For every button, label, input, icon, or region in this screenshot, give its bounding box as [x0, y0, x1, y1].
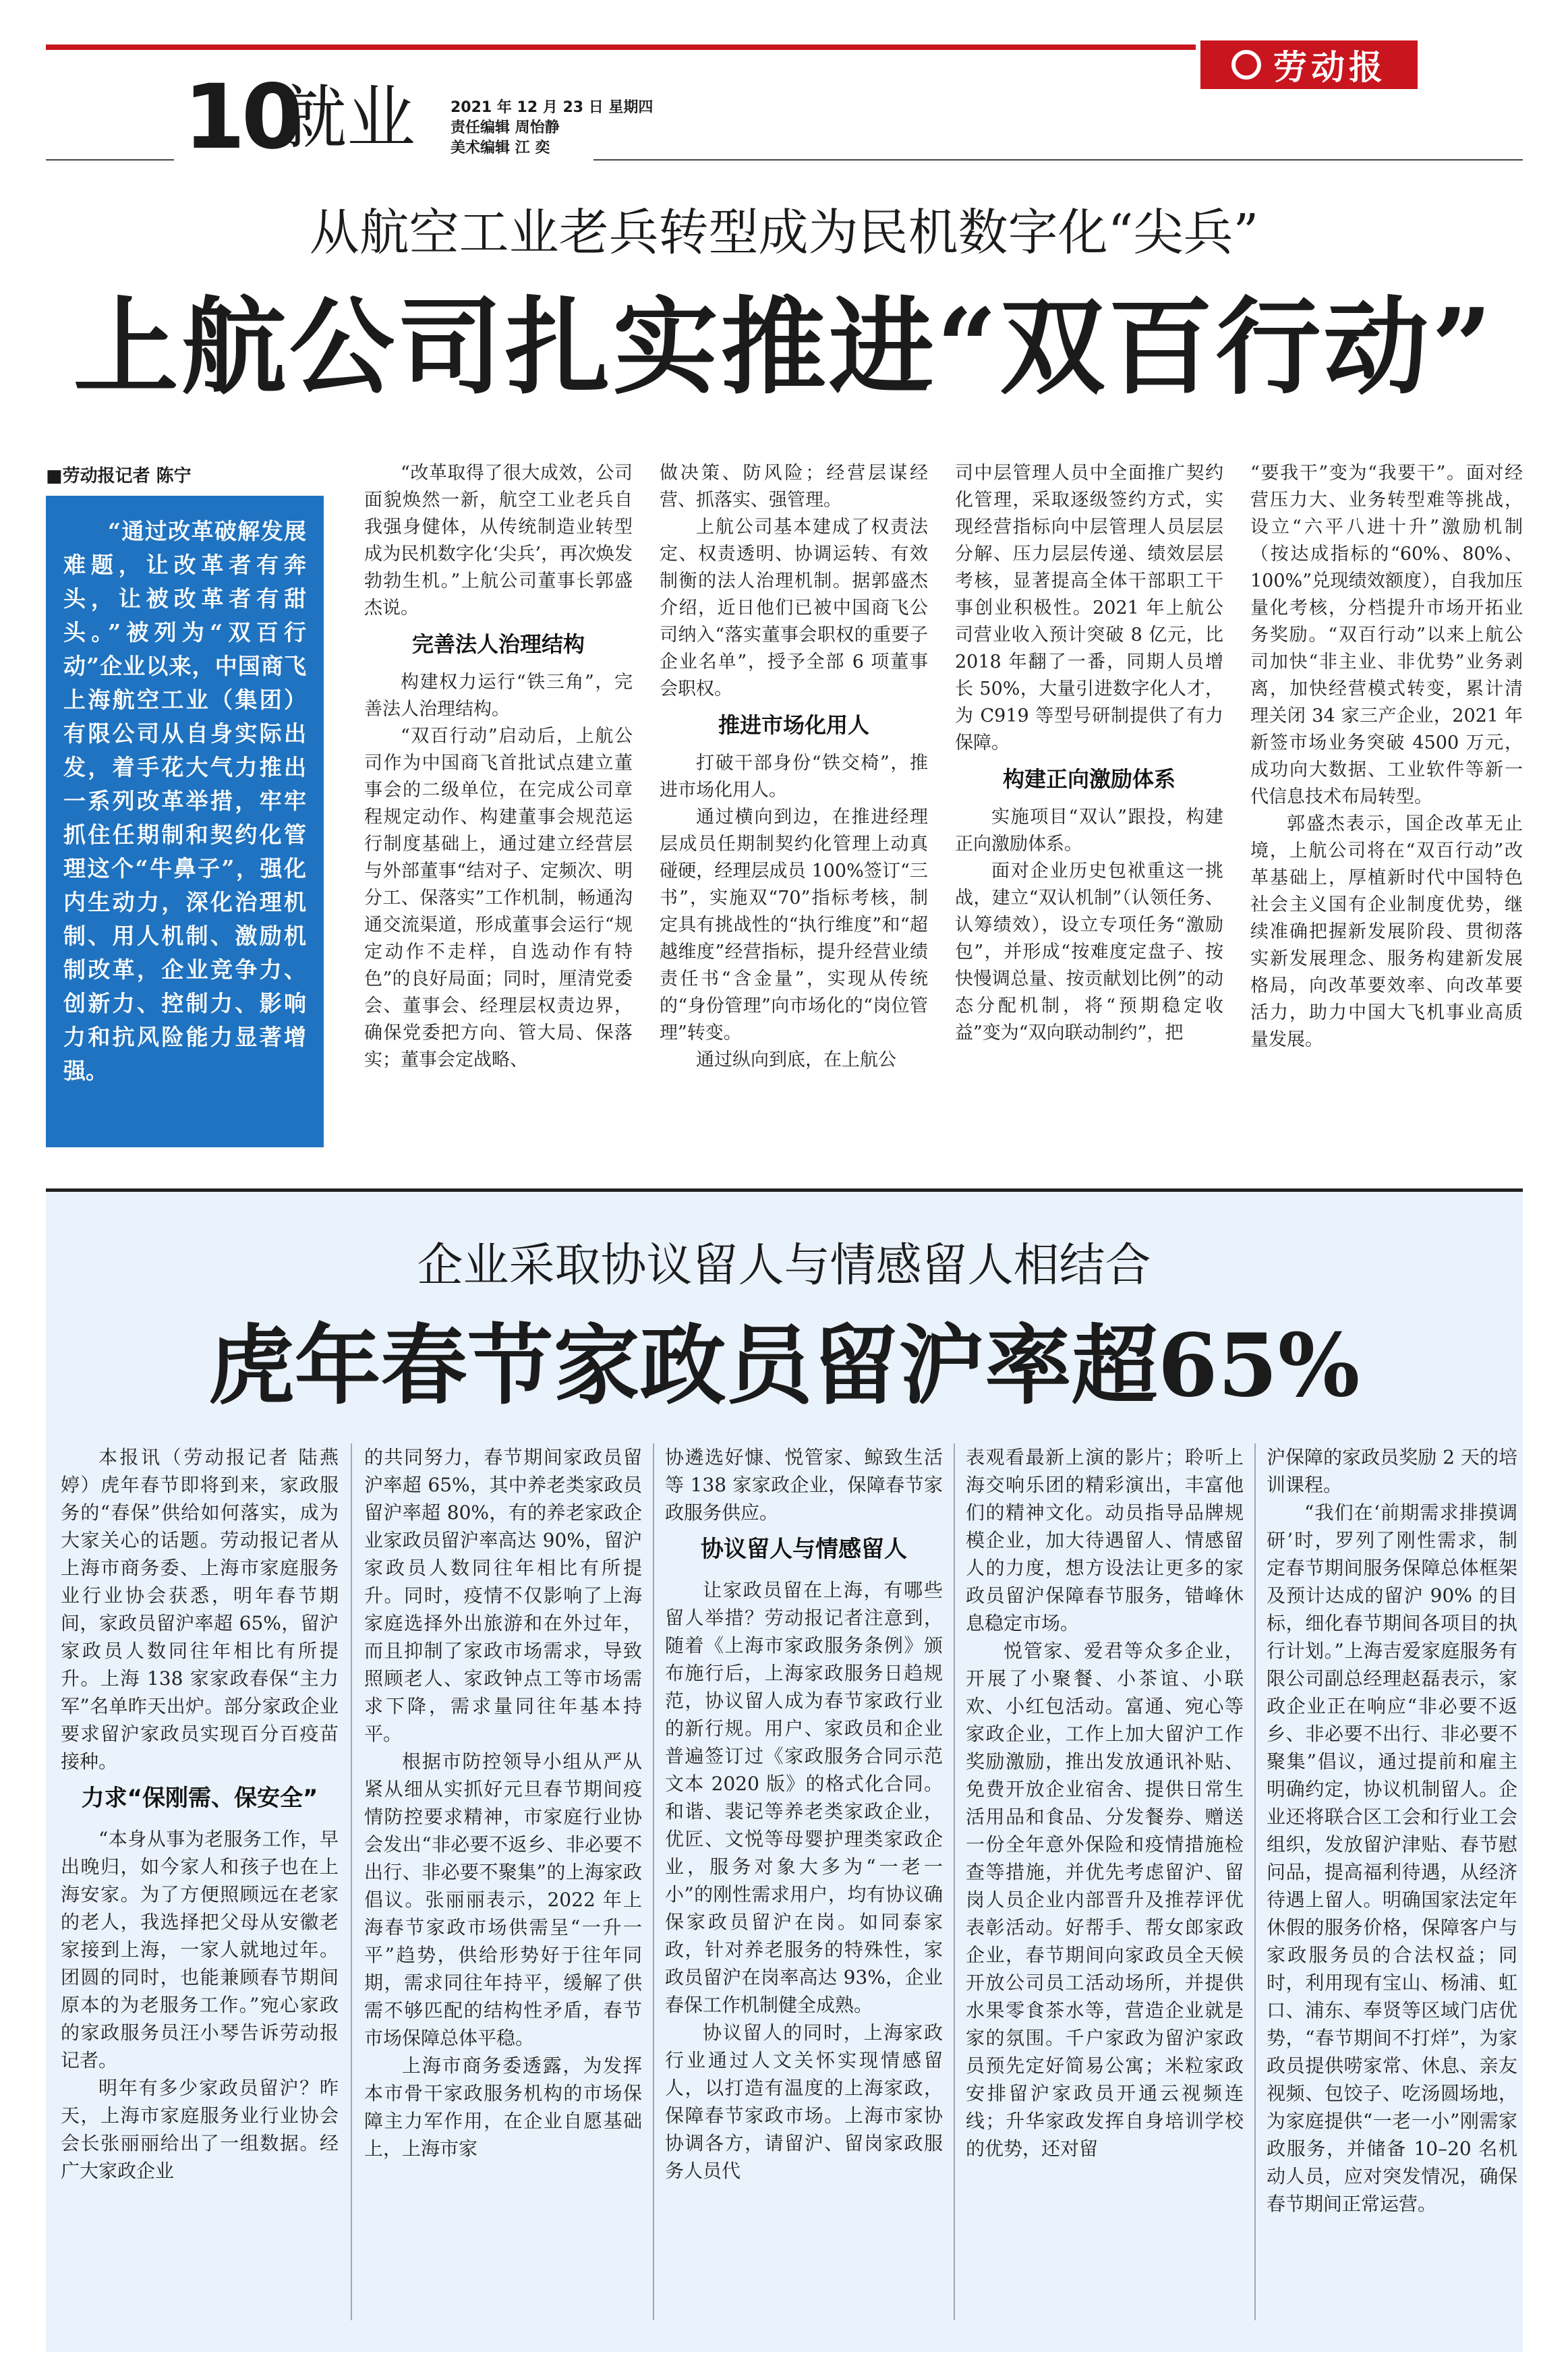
article1-byline: ■劳动报记者 陈宁	[46, 466, 192, 486]
paragraph: 打破干部身份“铁交椅”，推进市场化用人。	[660, 753, 928, 801]
paragraph: 面对企业历史包袱重这一挑战，建立“双认机制”（认领任务、认筹绩效），设立专项任务“激励包”，并形成“按难度定盘子、按快慢调总量、按贡献划比例”的动态分配机制，将“预期稳定收益”变为“双向联动制约”，把	[955, 861, 1223, 1043]
column-divider	[653, 1443, 654, 2320]
editor-credit: 责任编辑 周怡静	[451, 119, 560, 136]
paragraph: 本报讯（劳动报记者 陆燕婷）虎年春节即将到来，家政服务的“春保”供给如何落实，成为大家关心的话题。劳动报记者从上海市商务委、上海市家庭服务业行业协会获悉，明年春节期间，家政员留沪率超 65%，留沪家政员人数同往年相比有所提升。上海 138 家家政春保“主力军”名单昨天出炉。部分家政企业要求留沪家政员实现百分百疫苗接种。	[61, 1446, 339, 1773]
article1-column-2	[660, 460, 928, 1074]
newspaper-logo	[1200, 40, 1418, 89]
article2-column-4	[966, 1443, 1244, 2334]
article1-subtitle: 从航空工业老兵转型成为民机数字化“尖兵”	[309, 204, 1259, 262]
subheading: 协议留人与情感留人	[701, 1536, 907, 1563]
issue-date: 2021 年 12 月 23 日 星期四	[451, 99, 654, 116]
page-number: 10	[183, 65, 299, 169]
column-divider	[1254, 1443, 1256, 2320]
article2-subtitle: 企业采取协议留人与情感留人相结合	[417, 1239, 1151, 1292]
article1-lead-text: “通过改革破解发展难题，让改革者有奔头，让被改革者有甜头。”被列为“双百行动”企业以来，中国商飞上海航空工业（集团）有限公司从自身实际出发，着手花大气力推出一系列改革举措，牢牢抓住任期制和契约化管理这个“牛鼻子”，强化内生动力，深化治理机制、用人机制、激励机制改革，企业竞争力、创新力、控制力、影响力和抗风险能力显著增强。	[63, 518, 306, 1084]
brand-name: 劳动报	[1273, 48, 1387, 87]
paragraph: “要我干”变为“我要干”。面对经营压力大、业务转型难等挑战，设立“六平八进十升”激励机制（按达成指标的“60%、80%、100%”兑现绩效额度），自我加压量化考核，分档提升市场开拓业务奖励。“双百行动”以来上航公司加快“非主业、非优势”业务剥离，加快经营模式转变，累计清理关闭 34 家三产企业，2021 年新签市场业务突破 4500 万元，成功向大数据、工业软件等新一代信息技术布局转型。	[1250, 463, 1523, 807]
paragraph: 司中层管理人员中全面推广契约化管理，采取逐级签约方式，实现经营指标向中层管理人员层层分解、压力层层传递、绩效层层考核，显著提高全体干部职工干事创业积极性。2021 年上航公司营业收入预计突破 8 亿元，比 2018 年翻了一番，同期人员增长 50%，大量引进数字化人才，为 C919 等型号研制提供了有力保障。	[955, 463, 1223, 753]
paragraph: 上航公司基本建成了权责法定、权责透明、协调运转、有效制衡的法人治理机制。据郭盛杰介绍，近日他们已被中国商飞公司纳入“落实董事会职权的重要子企业名单”，授予全部 6 项董事会职权。	[660, 517, 928, 699]
logo-mark-icon	[1231, 50, 1261, 80]
article1-lead-box	[46, 496, 324, 1147]
paragraph: “双百行动”启动后，上航公司作为中国商飞首批试点建立董事会的二级单位，在完成公司章程规定动作、构建董事会规范运行制度基础上，通过建立经营层与外部董事“结对子、定频次、明分工、保落实”工作机制，畅通沟通交流渠道，形成董事会运行“规定动作不走样，自选动作有特色”的良好局面；同时，厘清党委会、董事会、经理层权责边界，确保党委把方向、管大局、保落实；董事会定战略、	[364, 726, 633, 1070]
article2-column-3	[665, 1443, 943, 2334]
article-divider	[46, 1188, 1523, 1192]
section-title: 就业	[278, 78, 415, 159]
paragraph: 通过横向到边，在推进经理层成员任期制契约化管理上动真碰硬，经理层成员 100%签订“三书”，实施双“70”指标考核，制定具有挑战性的“执行维度”和“超越维度”经营指标，提升经营业绩责任书“含金量”，实现从传统的“身份管理”向市场化的“岗位管理”转变。	[660, 807, 928, 1043]
column-divider	[351, 1443, 352, 2320]
article2-column-5	[1267, 1443, 1517, 2334]
column-divider	[954, 1443, 955, 2320]
paragraph: 协议留人的同时，上海家政行业通过人文关怀实现情感留人，以打造有温度的上海家政，保障春节家政市场。上海市家协协调各方，请留沪、留岗家政服务人员代	[665, 2021, 943, 2182]
paragraph: 通过纵向到底，在上航公	[696, 1050, 896, 1070]
masthead-rule-left	[46, 159, 174, 161]
paragraph: 郭盛杰表示，国企改革无止境，上航公司将在“双百行动”改革基础上，厚植新时代中国特色社会主义国有企业制度优势，继续准确把握新发展阶段、贯彻落实新发展理念、服务构建新发展格局，向改革要效率、向改革要活力，助力中国大飞机事业高质量发展。	[1250, 813, 1523, 1050]
article1-column-1	[364, 460, 633, 1074]
paragraph: 实施项目“双认”跟投，构建正向激励体系。	[955, 807, 1223, 855]
paragraph: 构建权力运行“铁三角”，完善法人治理结构。	[364, 672, 633, 720]
paragraph: 悦管家、爱君等众多企业，开展了小聚餐、小茶谊、小联欢、小红包活动。富通、宛心等家政企业，工作上加大留沪工作奖励激励，推出发放通讯补贴、免费开放企业宿舍、提供日常生活用品和食品、分发餐券、赠送一份全年意外保险和疫情措施检查等措施，并优先考虑留沪、留岗人员企业内部晋升及推荐评优表彰活动。好帮手、帮女郎家政企业，春节期间向家政员全天候开放公司员工活动场所，并提供水果零食茶水等，营造企业就是家的氛围。千户家政为留沪家政员预先定好简易公寓；米粒家政安排留沪家政员开通云视频连线；升华家政发挥自身培训学校的优势，还对留	[966, 1640, 1244, 2160]
paragraph: “本身从事为老服务工作，早出晚归，如今家人和孩子也在上海安家。为了方便照顾远在老家的老人，我选择把父母从安徽老家接到上海，一家人就地过年。团圆的同时，也能兼顾春节期间原本的为老服务工作。”宛心家政的家政服务员汪小琴告诉劳动报记者。	[61, 1828, 339, 2071]
article1-column-4	[1250, 460, 1523, 1054]
paragraph: 让家政员留在上海，有哪些留人举措？劳动报记者注意到，随着《上海市家政服务条例》颁布施行后，上海家政服务日趋规范，协议留人成为春节家政行业的新行规。用户、家政员和企业普遍签订过《家政服务合同示范文本 2020 版》的格式化合同。和谐、裴记等养老类家政企业，优匠、文悦等母婴护理类家政企业，服务对象大多为“一老一小”的刚性需求用户，均有协议确保家政员留沪在岗。如同泰家政，针对养老服务的特殊性，家政员留沪在岗率高达 93%，企业春保工作机制健全成熟。	[665, 1579, 943, 2016]
article2-column-2	[364, 1443, 642, 2334]
art-editor-credit: 美术编辑 江 奕	[451, 140, 550, 156]
paragraph: “改革取得了很大成效，公司面貌焕然一新，航空工业老兵自我强身健体，从传统制造业转型成为民机数字化‘尖兵’，再次焕发勃勃生机。”上航公司董事长郭盛杰说。	[364, 463, 633, 619]
subheading: 构建正向激励体系	[1002, 766, 1175, 792]
masthead-rule-right	[593, 159, 1523, 161]
paragraph: 做决策、防风险；经营层谋经营、抓落实、强管理。	[660, 463, 928, 511]
paragraph: 根据市防控领导小组从严从紧从细从实抓好元旦春节期间疫情防控要求精神，市家庭行业协会发出“非必要不返乡、非必要不出行、非必要不聚集”的上海家政倡议。张丽丽表示，2022 年上海春节家政市场供需呈“一升一平”趋势，供给形势好于往年同期，需求同往年持平，缓解了供需不够匹配的结构性矛盾，春节市场保障总体平稳。	[364, 1750, 642, 2049]
subheading: 力求“保刚需、保安全”	[81, 1785, 318, 1812]
paragraph: 明年有多少家政员留沪？昨天，上海市家庭服务业行业协会会长张丽丽给出了一组数据。经广大家政企业	[61, 2077, 339, 2182]
top-red-rule	[46, 45, 1196, 50]
paragraph: 上海市商务委透露，为发挥本市骨干家政服务机构的市场保障主力军作用，在企业自愿基础上，上海市家	[364, 2055, 642, 2160]
article1-headline: 上航公司扎实推进“双百行动”	[73, 285, 1495, 409]
article2-headline: 虎年春节家政员留沪率超65%	[208, 1315, 1360, 1416]
paragraph: 沪保障的家政员奖励 2 天的培训课程。	[1267, 1446, 1517, 1496]
paragraph: 协遴选好慷、悦管家、鲸致生活等 138 家家政企业，保障春节家政服务供应。	[665, 1446, 943, 1524]
article2-column-1	[61, 1443, 339, 2334]
article1-column-3	[955, 460, 1223, 1047]
paragraph: 表观看最新上演的影片；聆听上海交响乐团的精彩演出，丰富他们的精神文化。动员指导品牌规模企业，加大待遇留人、情感留人的力度，想方设法让更多的家政员留沪保障春节服务，错峰休息稳定市场。	[966, 1446, 1244, 1634]
paragraph: 的共同努力，春节期间家政员留沪率超 65%，其中养老类家政员留沪率超 80%，有的养老家政企业家政员留沪率高达 90%，留沪家政员人数同往年相比有所提升。同时，疫情不仅影响了上海家庭选择外出旅游和在外过年，而且抑制了家政市场需求，导致照顾老人、家政钟点工等市场需求下降，需求量同往年基本持平。	[364, 1446, 642, 1745]
subheading: 推进市场化用人	[718, 712, 869, 738]
subheading: 完善法人治理结构	[411, 631, 585, 657]
paragraph: “我们在‘前期需求排摸调研’时，罗列了刚性需求，制定春节期间服务保障总体框架及预计达成的留沪 90% 的目标，细化春节期间各项目的执行计划。”上海吉爱家庭服务有限公司副总经理赵磊表示，家政企业正在响应“非必要不返乡、非必要不出行、非必要不聚集”倡议，通过提前和雇主明确约定，协议机制留人。企业还将联合区工会和行业工会组织，发放留沪津贴、春节慰问品，提高福利待遇，从经济待遇上留人。明确国家法定年休假的服务价格，保障客户与家政服务员的合法权益；同时，利用现有宝山、杨浦、虹口、浦东、奉贤等区域门店优势，“春节期间不打烊”，为家政员提供唠家常、休息、亲友视频、包饺子、吃汤圆场地，为家庭提供“一老一小”刚需家政服务，并储备 10–20 名机动人员，应对突发情况，确保春节期间正常运营。	[1267, 1501, 1517, 2215]
